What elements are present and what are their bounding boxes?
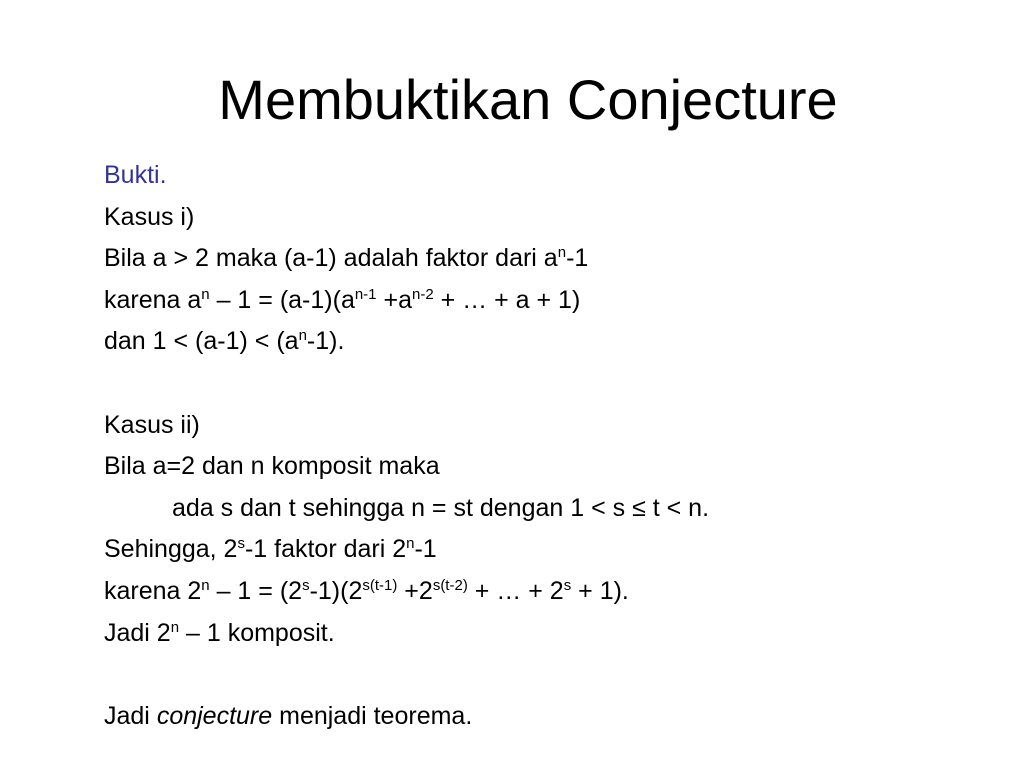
blank-line (104, 654, 709, 696)
superscript: s(t-2) (432, 576, 468, 594)
text-run: menjadi teorema. (272, 701, 473, 730)
text-run: Jadi (104, 701, 157, 730)
superscript: s (563, 576, 572, 594)
text-run: Bila a > 2 maka (a-1) adalah faktor dari a (104, 244, 558, 273)
line-ada-s-dan-t: ada s dan t sehingga n = st dengan 1 < s ≤ t < n. (172, 493, 710, 522)
text-run: karena a (104, 285, 202, 314)
superscript: n (170, 618, 180, 636)
text-run: + … + a + 1) (433, 285, 581, 314)
text-run: +a (376, 285, 412, 314)
text-run: – 1 = (a-1)(a (209, 285, 355, 314)
italic-term: conjecture (156, 701, 273, 730)
text-run: -1 (566, 244, 589, 273)
superscript: s (237, 535, 245, 553)
slide-title: Membuktikan Conjecture (218, 68, 838, 131)
superscript: s (302, 576, 310, 594)
text-run: -1). (306, 327, 345, 356)
superscript: n-2 (411, 285, 434, 303)
line-karena-2n (104, 571, 709, 613)
text-run: karena 2 (104, 576, 202, 605)
superscript: n (201, 285, 210, 303)
text-run: dan 1 < (a-1) < (a (104, 327, 299, 356)
superscript: n-1 (354, 285, 377, 303)
blank-line (104, 363, 709, 405)
text-run: -1 faktor dari 2 (244, 535, 407, 564)
text-run: + 1). (571, 576, 629, 605)
text-run: -1 (414, 535, 437, 564)
kasus-2-heading: Kasus ii) (104, 410, 200, 439)
slide-body (104, 155, 709, 737)
text-run: -1)(2 (309, 576, 363, 605)
bukti-label: Bukti. (104, 161, 167, 189)
line-karena-factorization (104, 280, 709, 322)
text-run: +2 (397, 576, 433, 605)
text-run: – 1 komposit. (179, 618, 335, 647)
superscript: n (406, 535, 415, 553)
superscript: n (557, 244, 567, 262)
text-run: – 1 = (2 (209, 576, 303, 605)
line-jadi-komposit (104, 613, 709, 655)
line-bila-a-eq-2: Bila a=2 dan n komposit maka (104, 452, 440, 481)
text-run: + … + 2 (467, 576, 564, 605)
superscript: n (201, 576, 210, 594)
superscript: s(t-1) (362, 576, 398, 594)
kasus-1-heading: Kasus i) (104, 202, 195, 231)
superscript: n (298, 327, 307, 345)
line-sehingga (104, 529, 709, 571)
line-conclusion (104, 696, 709, 738)
line-dan-inequality (104, 321, 709, 363)
line-bila-a-gt-2 (104, 238, 709, 280)
text-run: Sehingga, 2 (104, 535, 238, 564)
text-run: Jadi 2 (104, 618, 171, 647)
